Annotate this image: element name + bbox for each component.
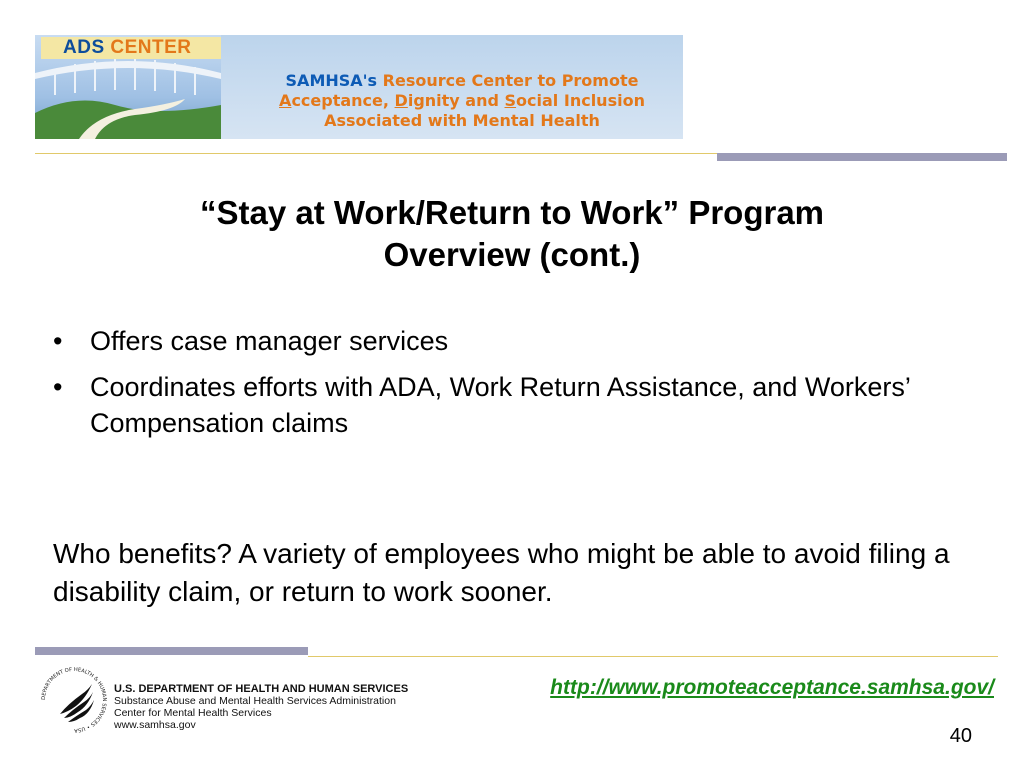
ads-text: ADS [63, 37, 105, 58]
seal-text: DEPARTMENT OF HEALTH & HUMAN SERVICES • USA [40, 666, 108, 734]
promote-acceptance-link[interactable]: http://www.promoteacceptance.samhsa.gov/ [550, 676, 994, 699]
center-text: CENTER [110, 37, 192, 58]
slide-title [100, 192, 924, 276]
bullet-text: Coordinates efforts with ADA, Work Return Assistance, and Workers’ Compensation claims [90, 372, 910, 438]
title-line-2: Overview (cont.) [383, 236, 641, 273]
social-inclusion-text: ocial Inclusion [516, 91, 645, 110]
hhs-seal-icon [38, 664, 110, 736]
bullet-item [53, 369, 973, 441]
bridge-graphic [35, 35, 221, 139]
bullet-text: Offers case manager services [90, 326, 449, 356]
bottom-divider-line [308, 656, 998, 657]
top-divider-bar [717, 153, 1007, 161]
hhs-samhsa: Substance Abuse and Mental Health Services Administration [114, 695, 396, 707]
dignity-text: ignity and [407, 91, 499, 110]
letter-d: D [394, 91, 408, 110]
hhs-department: U.S. DEPARTMENT OF HEALTH AND HUMAN SERVICES [114, 683, 409, 695]
hhs-cmhs: Center for Mental Health Services [114, 707, 272, 719]
benefits-paragraph: Who benefits? A variety of employees who might be able to avoid filing a disability claim, or return to work sooner. [53, 538, 950, 607]
bullet-icon: • [53, 326, 63, 356]
samhsa-text: SAMHSA's [285, 71, 378, 90]
bottom-divider-bar [35, 647, 308, 655]
top-divider-line [35, 153, 717, 154]
bullet-icon: • [53, 372, 63, 402]
ads-center-label [41, 37, 221, 59]
resource-center-text: Resource Center to Promote [382, 71, 639, 90]
letter-a: A [279, 91, 292, 110]
banner-line-2 [247, 91, 677, 111]
acceptance-text: cceptance, [291, 91, 389, 110]
page-number: 40 [949, 725, 972, 747]
banner-title [247, 71, 677, 131]
banner-line-1 [247, 71, 677, 91]
banner-line-3: Associated with Mental Health [324, 111, 600, 130]
title-line-1: “Stay at Work/Return to Work” Program [199, 194, 825, 231]
svg-text:DEPARTMENT OF HEALTH & HUMAN S [41, 667, 107, 733]
letter-s: S [504, 91, 517, 110]
hhs-text-block [114, 683, 434, 731]
bullet-list [53, 323, 973, 451]
header-banner [35, 35, 683, 139]
hhs-website: www.samhsa.gov [114, 719, 196, 731]
bullet-item [53, 323, 973, 359]
